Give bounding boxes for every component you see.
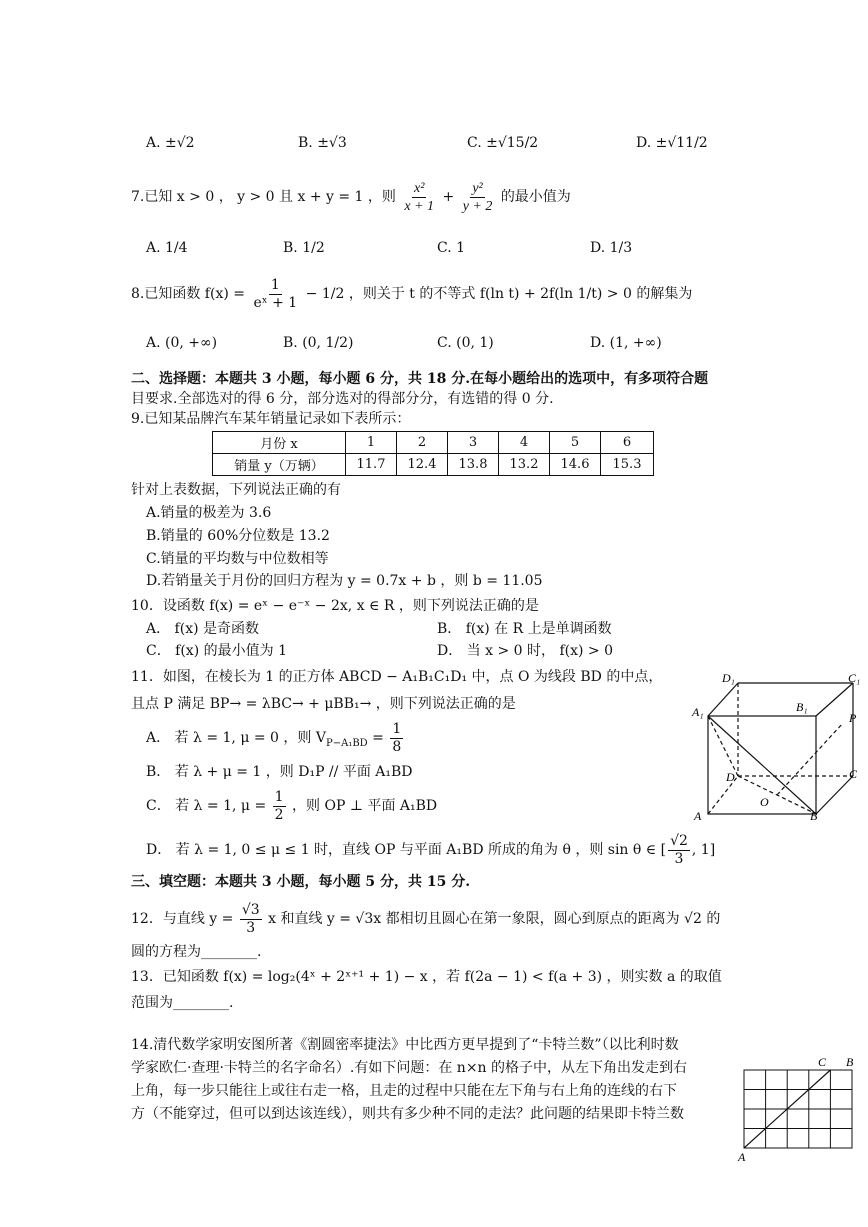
q14-stem-line1: 14.清代数学家明安图所著《割圆密率捷法》中比西方更早提到了“卡特兰数”（以比利时数 [131,1037,679,1053]
q7-stem-pre: 7.已知 x > 0 ， y > 0 且 x + y = 1 ，则 [131,189,396,205]
q11-option-c: C． 若 λ = 1, μ = $\frac{1}{2}$ ，则 OP ⊥ 平面 A₁BD [146,788,438,823]
q6-option-a: A. ±√2 [146,135,195,151]
q8-option-d: D. (1, +∞) [590,335,662,351]
q11-option-a: A． 若 λ = 1, μ = 0 ，则 $V_{P-A_1BD}$ = $\frac{1}{8}$ [146,720,402,755]
table-cell: 1 [346,432,397,454]
q14-stem-line4: 方（不能穿过，但可以到达该连线），则共有多少种不同的走法？此问题的结果即卡特兰数 [131,1106,684,1122]
q11-stem-line2: 且点 P 满足 BP→ = λBC→ + μBB₁→ ，则下列说法正确的是 [131,696,516,712]
cube-label-d: D [726,770,735,784]
q10-stem: 10．设函数 f(x) = eˣ − e⁻ˣ − 2x, x ∈ R ，则下列说法正确的是 [131,598,539,614]
q8-stem [131,275,692,313]
catalan-grid-figure [734,1053,862,1163]
cube-label-o: O [760,795,769,809]
grid-label-c: C [818,1055,827,1069]
table-cell: 4 [499,432,550,454]
q10-option-b: B． f(x) 在 R 上是单调函数 [437,621,612,637]
q9-stem: 9.已知某品牌汽车某年销量记录如下表所示： [131,411,411,427]
q9-option-b: B.销量的 60%分位数是 13.2 [146,528,330,544]
q13-stem-line2: 范围为________. [131,995,234,1011]
grid-label-b: B [846,1055,854,1069]
table-cell: 11.7 [346,454,397,476]
q14-stem-line3: 上角，每一步只能往上或往右走一格，且走的过程中只能在左下角与右上角的连线的右下 [131,1083,677,1099]
q7-option-a: A. 1/4 [146,240,188,256]
table-cell: 15.3 [601,454,654,476]
table-cell: 13.8 [448,454,499,476]
q13-stem-line1: 13．已知函数 f(x) = log₂(4ˣ + 2ˣ⁺¹ + 1) − x ，若 f(2a − 1) < f(a + 3) ，则实数 a 的取值 [131,969,722,985]
q7-stem: 7.已知 x > 0 ， y > 0 且 x + y = 1 ，则 $\frac{\text{x²}}{x + 1}$ + $\frac{\text{y²}}{y + 2}$ 的最小值为 [131,180,571,214]
q8-minus-half: − 1/2 [305,286,345,302]
section2-heading: 二、选择题：本题共 3 小题，每小题 6 分，共 18 分.在每小题给出的选项中，有多项符合题 [131,371,709,387]
grid-label-a: A [738,1150,746,1163]
q11-stem-line1: 11．如图，在棱长为 1 的正方体 ABCD − A₁B₁C₁D₁ 中，点 O 为线段 BD 的中点， [131,669,663,685]
q11-option-b: B． 若 λ + μ = 1 ，则 D₁P // 平面 A₁BD [146,764,413,780]
table-header-month: 月份 x [213,432,346,454]
cube-label-a1: A₁ [692,705,704,719]
q10-option-a: A． f(x) 是奇函数 [146,621,260,637]
table-row [213,454,654,476]
q9-option-d: D.若销量关于月份的回归方程为 y = 0.7x + b ，则 b = 11.05 [146,573,543,589]
cube-label-p: P [849,711,857,725]
table-row [213,432,654,454]
cube-figure [688,668,864,828]
table-cell: 3 [448,432,499,454]
table-cell: 12.4 [397,454,448,476]
q6-option-b: B. ±√3 [298,135,347,151]
section3-heading: 三、填空题：本题共 3 小题，每小题 5 分，共 15 分. [131,874,471,890]
q6-option-c: C. ±√15/2 [467,135,539,151]
table-cell: 5 [550,432,601,454]
cube-label-b1: B₁ [796,700,808,714]
cube-label-b: B [810,809,818,823]
q7-option-d: D. 1/3 [590,240,633,256]
q8-option-a: A. (0, +∞) [146,335,218,351]
q10-option-c: C． f(x) 的最小值为 1 [146,643,287,659]
q8-stem-mid: ，则关于 t 的不等式 f(ln t) + 2f(ln 1/t) > 0 的解集为 [348,286,693,302]
q8-fraction: $\frac{1}{\text{eˣ + 1}}$ [253,276,298,311]
q8-option-c: C. (0, 1) [437,335,494,351]
q12-stem-line2: 圆的方程为________. [131,944,262,960]
q7-fraction-x: $\frac{\text{x²}}{x + 1}$ [404,180,435,214]
table-header-sales: 销量 y（万辆） [213,454,346,476]
q8-option-b: B. (0, 1/2) [283,335,354,351]
q7-option-b: B. 1/2 [283,240,325,256]
q8-stem-pre: 8.已知函数 f(x) = [131,286,245,302]
q11-option-d: D． 若 λ = 1, 0 ≤ μ ≤ 1 时，直线 OP 与平面 A₁BD 所成的角为 θ ，则 sin θ ∈ [ $\frac{√2}{3}$ , 1] [146,832,716,867]
cube-label-d1: D₁ [722,671,735,685]
table-cell: 2 [397,432,448,454]
cube-label-a: A [694,809,702,823]
cube-label-c: C [849,767,858,781]
table-cell: 14.6 [550,454,601,476]
section2-instructions: 目要求.全部选对的得 6 分，部分选对的得部分分，有选错的得 0 分. [131,391,554,407]
q9-option-a: A.销量的极差为 3.6 [146,505,272,521]
table-cell: 13.2 [499,454,550,476]
q7-option-c: C. 1 [437,240,466,256]
q14-stem-line2: 学家欧仁·查理·卡特兰的名字命名）.有如下问题：在 n×n 的格子中，从左下角出发走到右 [131,1060,688,1076]
sales-table [212,431,654,476]
q9-question: 针对上表数据，下列说法正确的有 [131,482,341,498]
q7-stem-post: 的最小值为 [500,189,571,205]
cube-label-c1: C₁ [848,671,861,685]
q9-option-c: C.销量的平均数与中位数相等 [146,551,329,567]
q10-option-d: D． 当 x > 0 时， f(x) > 0 [437,643,613,659]
q7-fraction-y: $\frac{\text{y²}}{y + 2}$ [462,180,493,214]
q6-option-d: D. ±√11/2 [636,135,708,151]
q12-stem-line1: 12．与直线 y = $\frac{√3}{3}$ x 和直线 y = √3x 都相切且圆心在第一象限，圆心到原点的距离为 √2 的 [131,901,721,936]
table-cell: 6 [601,432,654,454]
